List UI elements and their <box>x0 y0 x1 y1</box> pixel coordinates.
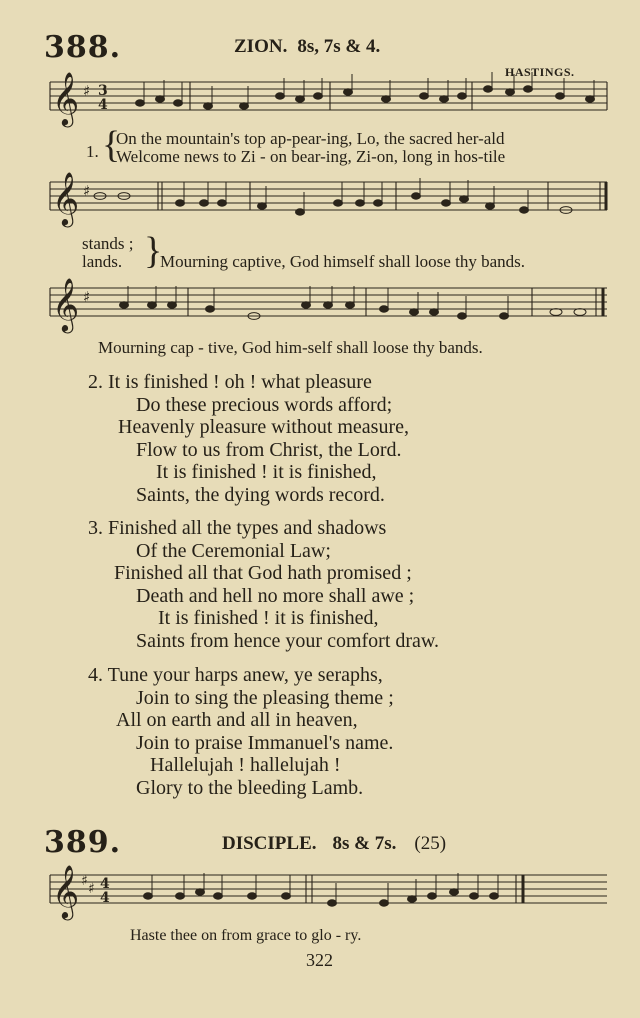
svg-text:4: 4 <box>98 97 108 113</box>
lyric-word: lands. <box>82 252 123 271</box>
lyric-brace: } <box>144 230 163 272</box>
hymn-number: 389. <box>44 825 122 860</box>
treble-clef-icon: 𝄞 <box>52 865 80 918</box>
lyric-line: On the mountain's top ap-pear-ing, Lo, the sacred her-ald <box>116 129 505 148</box>
treble-clef-icon: 𝄞 <box>52 72 80 125</box>
lyric-brace: { <box>102 124 121 166</box>
composer-name: HASTINGS. <box>505 65 575 79</box>
treble-clef-icon: 𝄞 <box>52 172 80 225</box>
tune-meter: 8s, 7s & 4. <box>297 36 381 57</box>
svg-text:4: 4 <box>100 876 110 892</box>
stanza-line: Saints, the dying words record. <box>136 483 385 506</box>
lyric-line: Mourning captive, God himself shall loose thy bands. <box>160 252 525 271</box>
stanza-line: 3. Finished all the types and shadows <box>88 517 387 539</box>
tune-reference: (25) <box>414 833 447 854</box>
sharp-icon: ♯ <box>88 881 95 897</box>
sharp-icon: ♯ <box>83 82 91 100</box>
stanza-line: All on earth and all in heaven, <box>116 709 358 732</box>
verse-number: 1. <box>86 142 99 161</box>
stanza-line: Finished all that God hath promised ; <box>114 562 412 585</box>
lyric-word: stands ; <box>82 234 134 253</box>
stanza-line: It is finished ! it is finished, <box>156 461 377 484</box>
stanza <box>88 371 409 507</box>
stanza-line: Join to praise Immanuel's name. <box>136 731 394 754</box>
tune-heading <box>222 833 446 855</box>
stanza-line: 2. It is finished ! oh ! what pleasure <box>88 371 372 393</box>
stanza-line: Death and hell no more shall awe ; <box>136 584 415 607</box>
tune-meter: 8s & 7s. <box>332 833 397 854</box>
lyric-line: Haste thee on from grace to glo - ry. <box>130 927 362 944</box>
tune-name: ZION. <box>234 36 288 57</box>
svg-text:3: 3 <box>98 83 108 99</box>
stanza <box>88 517 439 653</box>
stanza-line: Join to sing the pleasing theme ; <box>136 686 394 709</box>
tune-heading <box>234 36 380 58</box>
svg-text:4: 4 <box>100 890 110 906</box>
sharp-icon: ♯ <box>83 182 91 200</box>
stanza-line: Do these precious words afford; <box>136 393 393 416</box>
sharp-icon: ♯ <box>83 288 91 306</box>
lyric-line: Welcome news to Zi - on bear-ing, Zi-on, long in hos-tile <box>116 147 506 166</box>
page-number: 322 <box>306 950 333 970</box>
music-staff <box>0 172 640 236</box>
treble-clef-icon: 𝄞 <box>52 278 80 331</box>
lyric-line: Mourning cap - tive, God him-self shall loose thy bands. <box>98 338 483 357</box>
music-staff <box>0 72 640 136</box>
stanza-line: Heavenly pleasure without measure, <box>118 416 410 439</box>
music-staff <box>0 865 640 929</box>
sharp-icon: ♯ <box>81 873 88 889</box>
tune-name: DISCIPLE. <box>222 833 317 854</box>
hymn-number: 388. <box>44 30 122 65</box>
stanza-line: Of the Ceremonial Law; <box>136 539 331 562</box>
stanza-line: Saints from hence your comfort draw. <box>136 629 440 652</box>
music-staff <box>0 278 640 342</box>
stanza-line: It is finished ! it is finished, <box>158 607 379 630</box>
stanza-line: Glory to the bleeding Lamb. <box>136 776 364 799</box>
stanza-line: Flow to us from Christ, the Lord. <box>136 438 402 461</box>
stanza <box>88 664 394 800</box>
stanza-line: Hallelujah ! hallelujah ! <box>150 754 341 777</box>
stanza-line: 4. Tune your harps anew, ye seraphs, <box>88 664 383 686</box>
